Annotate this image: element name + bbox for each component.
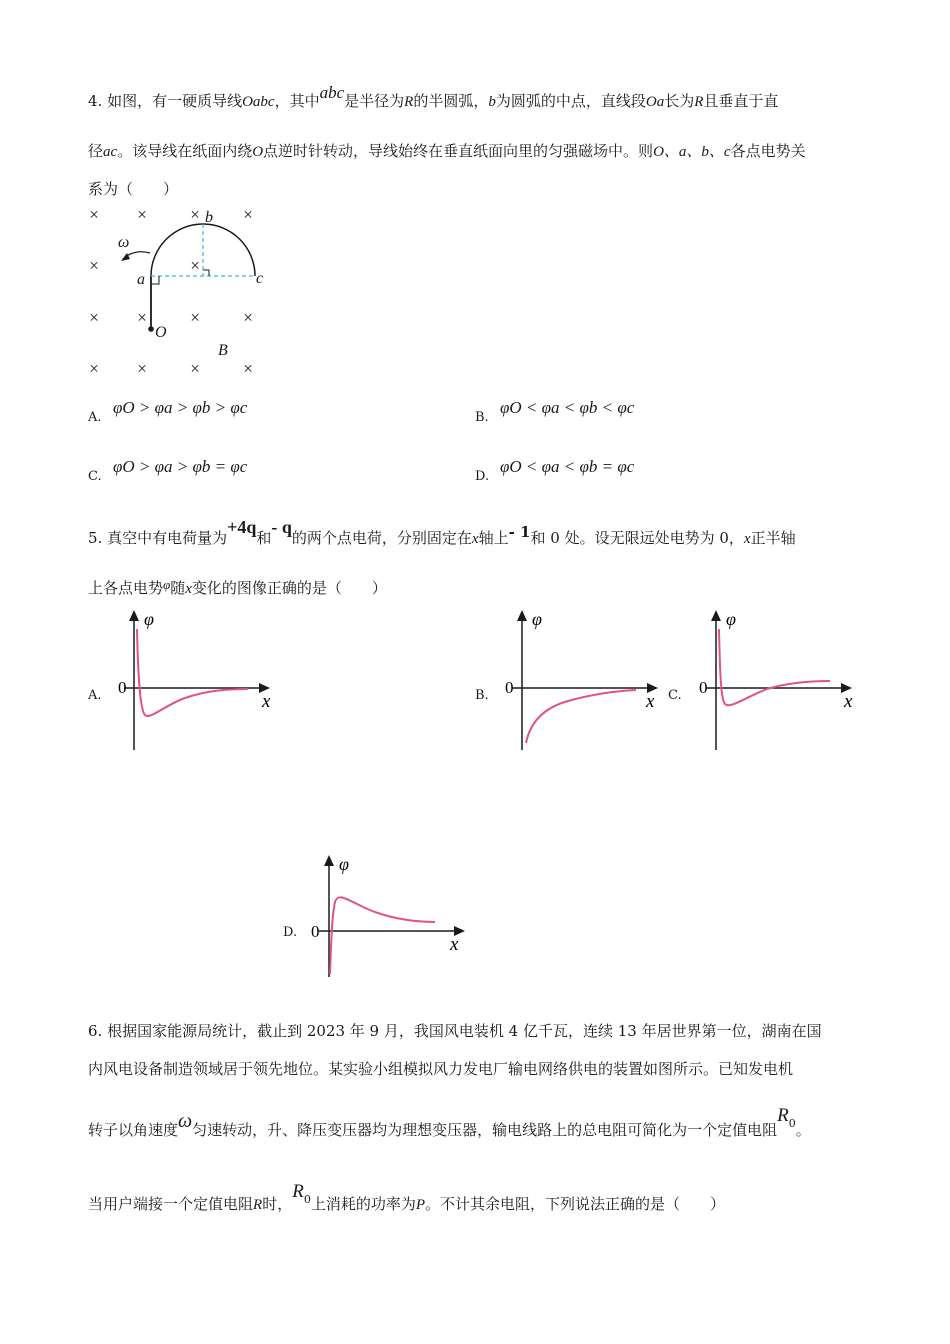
option-c-label[interactable]: C. — [88, 469, 102, 484]
arrow-icon — [517, 610, 527, 621]
potential-curve — [526, 690, 636, 743]
cross: × — [137, 359, 147, 378]
point-o-label: O — [155, 324, 167, 341]
arrow-icon — [129, 610, 139, 621]
graph-b-label[interactable]: B. — [475, 688, 489, 703]
graph-d-label[interactable]: D. — [283, 925, 298, 940]
q6-line-2: 内风电设备制造领域居于领先地位。某实验小组模拟风力发电厂输电网络供电的装置如图所示。已知发电机 — [88, 1060, 794, 1078]
graph-d[interactable] — [305, 850, 480, 1000]
graph-c[interactable] — [692, 605, 867, 755]
cross: × — [190, 205, 200, 224]
x-axis-label: x — [646, 691, 655, 712]
point-a-label: a — [137, 271, 145, 288]
cross: × — [89, 256, 99, 275]
point-c-label: c — [256, 270, 264, 287]
omega-label: ω — [118, 234, 130, 251]
arrow-icon — [324, 855, 334, 866]
cross: × — [137, 205, 147, 224]
y-axis-label: φ — [532, 609, 542, 629]
potential-curve — [719, 629, 830, 705]
q5-line-2: 上各点电势φ随x变化的图像正确的是（ ） — [88, 577, 387, 597]
option-d-expr[interactable]: φO < φa < φb = φc — [500, 457, 635, 476]
x-axis-label: x — [262, 691, 271, 712]
arc-abc-label: abc — [319, 83, 345, 102]
option-b-label[interactable]: B. — [475, 410, 489, 425]
arrow-icon — [711, 610, 721, 621]
option-a-expr[interactable]: φO > φa > φb > φc — [113, 398, 248, 417]
q4-line-3: 系为（ ） — [88, 180, 179, 198]
point-b-label: b — [205, 209, 213, 226]
graph-a[interactable] — [110, 605, 285, 755]
graph-a-label[interactable]: A. — [88, 688, 102, 703]
origin-label: 0 — [118, 678, 127, 697]
cross: × — [89, 205, 99, 224]
q4-figure — [80, 200, 280, 385]
field-b-label: B — [218, 342, 228, 359]
graph-b[interactable] — [498, 605, 673, 755]
q6-line-4: 当用户端接一个定值电阻R时，$R_0$上消耗的功率为P。不计其余电阻，下列说法正确的是（ ） — [88, 1181, 726, 1213]
y-axis-label: φ — [726, 609, 736, 629]
q4-line-2: 径ac。该导线在纸面内绕O点逆时针转动，导线始终在垂直纸面向里的匀强磁场中。则O、a、b、c各点电势关 — [88, 142, 806, 160]
q4-line-1: 4. 如图，有一硬质导线Oabc，其中abc是半径为R的半圆弧，b为圆弧的中点，直线段Oa长为R且垂直于直 — [88, 83, 779, 110]
origin-label: 0 — [311, 922, 320, 941]
cross: × — [243, 205, 253, 224]
right-angle-mark — [203, 270, 209, 276]
cross: × — [190, 359, 200, 378]
option-d-label[interactable]: D. — [475, 469, 490, 484]
x-axis-label: x — [450, 934, 459, 955]
cross: × — [89, 359, 99, 378]
cross: × — [243, 308, 253, 327]
option-c-expr[interactable]: φO > φa > φb = φc — [113, 457, 248, 476]
potential-curve — [330, 897, 435, 974]
cross: × — [190, 256, 200, 275]
right-angle-mark — [151, 276, 159, 284]
graph-c-label[interactable]: C. — [668, 688, 682, 703]
q5-line-1: 5. 真空中有电荷量为+4q和- q的两个点电荷，分别固定在x轴上- 1和 0 处。设无限远处电势为 0，x正半轴 — [88, 517, 796, 547]
cross: × — [190, 308, 200, 327]
cross: × — [243, 359, 253, 378]
pivot-point-o — [148, 326, 154, 332]
option-b-expr[interactable]: φO < φa < φb < φc — [500, 398, 635, 417]
option-a-label[interactable]: A. — [88, 410, 102, 425]
cross: × — [89, 308, 99, 327]
potential-curve — [137, 629, 248, 716]
y-axis-label: φ — [144, 609, 154, 629]
q6-line-3: 转子以角速度ω匀速转动，升、降压变压器均为理想变压器，输电线路上的总电阻可简化为一个定值电阻$R_0$。 — [88, 1105, 811, 1139]
q6-line-1: 6. 根据国家能源局统计，截止到 2023 年 9 月，我国风电装机 4 亿千瓦，连续 13 年居世界第一位，湖南在国 — [88, 1022, 822, 1040]
x-axis-label: x — [844, 691, 853, 712]
origin-label: 0 — [699, 678, 708, 697]
cross: × — [137, 308, 147, 327]
y-axis-label: φ — [339, 854, 349, 874]
origin-label: 0 — [505, 678, 514, 697]
